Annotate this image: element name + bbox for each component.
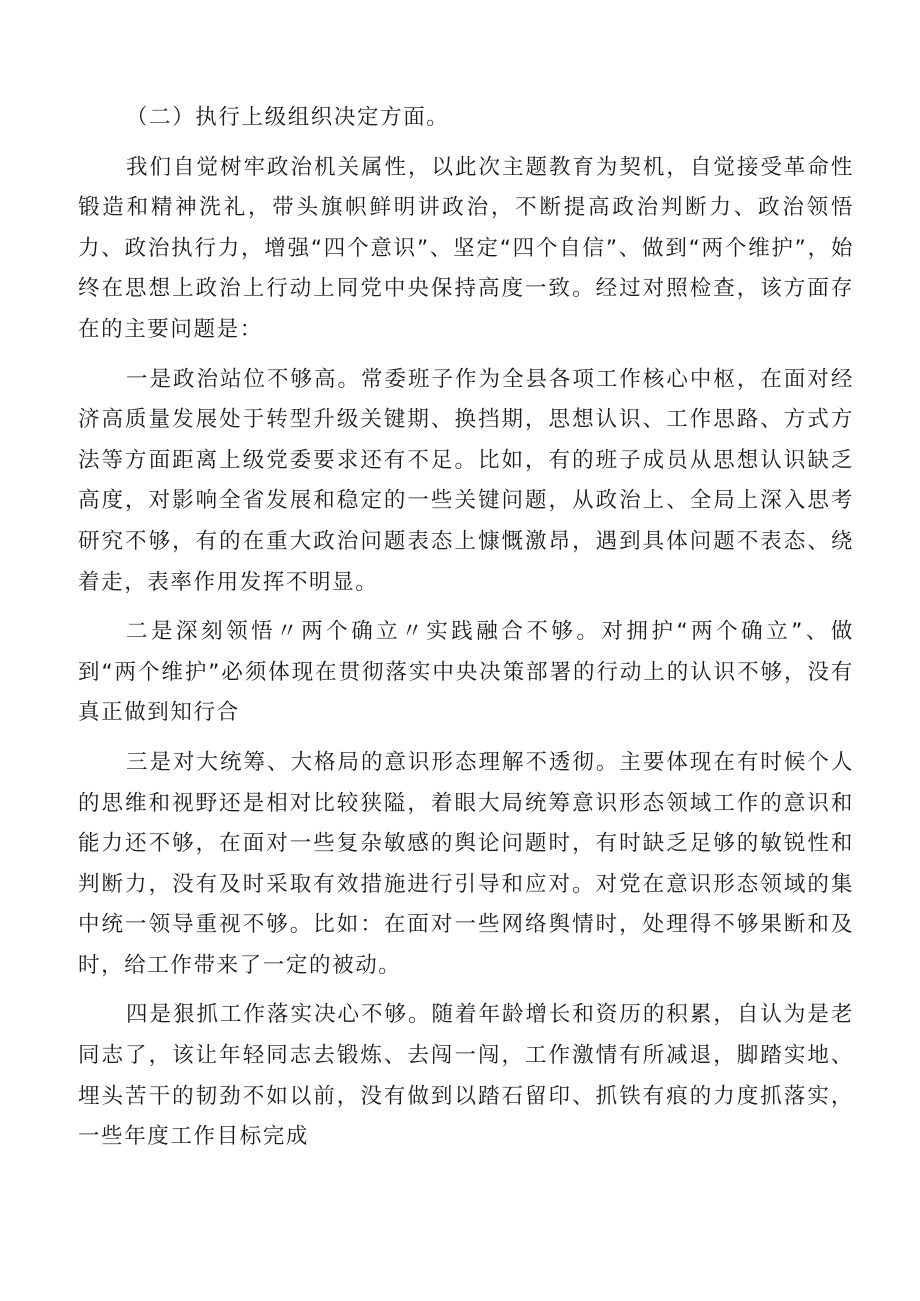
paragraph-point-four: 四是狠抓工作落实决心不够。随着年龄增长和资历的积累，自认为是老同志了，该让年轻同志去锻炼、去闯一闯，工作激情有所减退，脚踏实地、埋头苦干的韧劲不如以前，没有做到以踏石留印、抓铁有痕的力度抓落实，一些年度工作目标完成	[78, 1002, 854, 1150]
paragraph-point-two: 二是深刻领悟〃两个确立〃实践融合不够。对拥护“两个确立”、做到“两个维护”必须体现在贯彻落实中央决策部署的行动上的认识不够，没有真正做到知行合	[78, 619, 854, 726]
paragraph-point-one: 一是政治站位不够高。常委班子作为全县各项工作核心中枢，在面对经济高质量发展处于转型升级关键期、换挡期，思想认识、工作思路、方式方法等方面距离上级党委要求还有不足。比如，有的班子成员从思想认识缺乏高度，对影响全省发展和稳定的一些关键问题，从政治上、全局上深入思考研究不够，有的在重大政治问题表态上慷慨激昂，遇到具体问题不表态、绕着走，表率作用发挥不明显。	[78, 366, 854, 595]
document-body	[78, 98, 854, 1158]
section-heading: （二）执行上级组织决定方面。	[126, 105, 450, 130]
paragraph-intro: 我们自觉树牢政治机关属性，以此次主题教育为契机，自觉接受革命性锻造和精神洗礼，带头旗帜鲜明讲政治，不断提高政治判断力、政治领悟力、政治执行力，增强“四个意识”、坚定“四个自信”、做到“两个维护”，始终在思想上政治上行动上同党中央保持高度一致。经过对照检查，该方面存在的主要问题是：	[78, 154, 854, 342]
paragraph-point-three: 三是对大统筹、大格局的意识形态理解不透彻。主要体现在有时候个人的思维和视野还是相对比较狭隘，着眼大局统筹意识形态领域工作的意识和能力还不够，在面对一些复杂敏感的舆论问题时，有时缺乏足够的敏锐性和判断力，没有及时采取有效措施进行引导和应对。对党在意识形态领域的集中统一领导重视不够。比如：在面对一些网络舆情时，处理得不够果断和及时，给工作带来了一定的被动。	[78, 749, 854, 978]
